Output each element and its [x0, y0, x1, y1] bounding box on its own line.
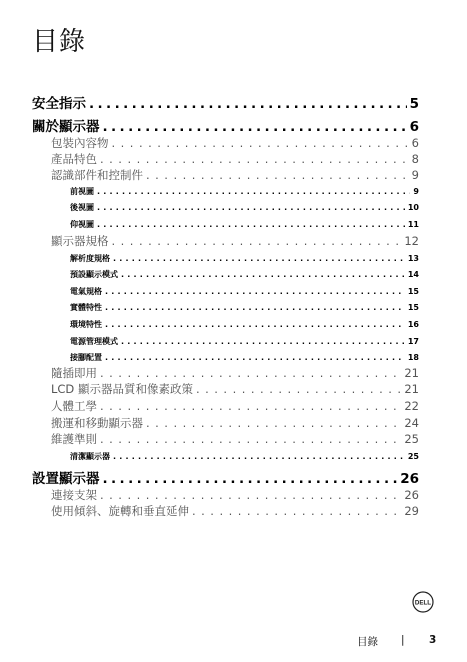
toc-entry-connecting-stand[interactable] [51, 487, 419, 503]
toc-entry-label: 接腳配置 [70, 353, 102, 362]
toc-entry-label: 連接支架 [51, 488, 97, 502]
toc-entry-page: 16 [407, 320, 419, 329]
toc-entry-resolution-specs[interactable] [70, 253, 419, 264]
leader-dots [121, 337, 405, 346]
leader-dots [113, 452, 405, 461]
toc-entry-handling-moving[interactable] [51, 415, 419, 431]
leader-dots [146, 416, 401, 430]
leader-dots [146, 168, 409, 182]
leader-dots [196, 382, 401, 396]
toc-entry-maintenance-guidelines[interactable] [51, 431, 419, 447]
toc-entry-label: 電源管理模式 [70, 337, 118, 346]
toc-entry-tilt-swivel-vertical[interactable] [51, 503, 419, 519]
toc-entry-label: 維護準則 [51, 432, 97, 446]
toc-entry-page: 21 [404, 366, 419, 380]
leader-dots [121, 270, 405, 279]
toc-entry-label: 顯示器規格 [51, 234, 109, 248]
leader-dots [97, 187, 410, 196]
leader-dots [97, 203, 405, 212]
toc-entry-lcd-quality-pixel-policy[interactable] [51, 381, 419, 397]
toc-entry-about-monitor[interactable] [32, 115, 419, 135]
toc-entry-page: 6 [409, 119, 419, 135]
leader-dots [103, 119, 407, 135]
toc-entry-page: 15 [407, 303, 419, 312]
leader-dots [192, 504, 401, 518]
toc-entry-monitor-specs[interactable] [51, 233, 419, 249]
toc-entry-physical-characteristics[interactable] [70, 302, 419, 313]
leader-dots [105, 303, 405, 312]
toc-entry-environmental-characteristics[interactable] [70, 319, 419, 330]
toc-entry-page: 21 [404, 382, 419, 396]
toc-entry-package-contents[interactable] [51, 135, 419, 151]
toc-entry-parts-controls[interactable] [51, 167, 419, 183]
toc-entry-label: 設置顯示器 [32, 471, 100, 487]
toc-entry-front-view[interactable] [70, 186, 419, 197]
toc-entry-page: 15 [407, 287, 419, 296]
leader-dots [105, 287, 405, 296]
leader-dots [105, 320, 405, 329]
toc-entry-page: 5 [409, 96, 419, 112]
toc-entry-page: 18 [407, 353, 419, 362]
toc-entry-label: 清潔顯示器 [70, 452, 110, 461]
toc-entry-label: 包裝內容物 [51, 136, 109, 150]
footer-label: 目錄 [357, 636, 378, 648]
toc-entry-page: 17 [407, 337, 419, 346]
toc-entry-label: 仰視圖 [70, 220, 94, 229]
toc-entry-label: 使用傾斜、旋轉和垂直延伸 [51, 504, 189, 518]
toc-entry-cleaning-monitor[interactable] [70, 451, 419, 462]
toc-entry-page: 13 [407, 254, 419, 263]
toc-entry-label: LCD 顯示器品質和像素政策 [51, 382, 193, 396]
toc-entry-page: 6 [411, 136, 419, 150]
leader-dots [105, 353, 405, 362]
leader-dots [100, 399, 401, 413]
toc-entry-label: 前視圖 [70, 187, 94, 196]
toc-entry-page: 26 [404, 488, 419, 502]
toc-entry-label: 搬運和移動顯示器 [51, 416, 143, 430]
toc-entry-label: 人體工學 [51, 399, 97, 413]
toc-entry-safety[interactable] [32, 92, 419, 112]
toc-entry-preset-display-modes[interactable] [70, 269, 419, 280]
toc-entry-page: 25 [407, 452, 419, 461]
footer-page-number: 3 [429, 634, 437, 646]
footer-separator: | [401, 634, 405, 646]
leader-dots [103, 471, 398, 487]
toc-entry-page: 9 [413, 187, 419, 196]
toc-entry-page: 22 [404, 399, 419, 413]
toc-entry-label: 後視圖 [70, 203, 94, 212]
toc-entry-setting-up-monitor[interactable] [32, 467, 419, 487]
toc-entry-label: 電氣規格 [70, 287, 102, 296]
toc-entry-label: 隨插即用 [51, 366, 97, 380]
toc-entry-label: 產品特色 [51, 152, 97, 166]
toc-entry-page: 9 [411, 168, 419, 182]
toc-entry-label: 環境特性 [70, 320, 102, 329]
toc-entry-page: 8 [411, 152, 419, 166]
leader-dots [112, 136, 409, 150]
leader-dots [112, 234, 402, 248]
toc-entry-plug-and-play[interactable] [51, 365, 419, 381]
toc-entry-page: 25 [404, 432, 419, 446]
toc-entry-bottom-view[interactable] [70, 219, 419, 230]
leader-dots [97, 220, 405, 229]
toc-entry-ergonomics[interactable] [51, 398, 419, 414]
toc-entry-pin-assignments[interactable] [70, 352, 419, 363]
leader-dots [100, 366, 401, 380]
toc-entry-page: 12 [404, 234, 419, 248]
page-title: 目錄 [32, 27, 87, 57]
toc-entry-electrical-specs[interactable] [70, 286, 419, 297]
dell-logo-icon [412, 591, 434, 613]
toc-entry-page: 29 [404, 504, 419, 518]
leader-dots [113, 254, 405, 263]
toc-entry-page: 11 [407, 220, 419, 229]
leader-dots [100, 152, 409, 166]
leader-dots [100, 432, 401, 446]
leader-dots [89, 96, 407, 112]
leader-dots [100, 488, 401, 502]
toc-entry-power-management-modes[interactable] [70, 336, 419, 347]
toc-entry-page: 10 [407, 203, 419, 212]
toc-entry-page: 14 [407, 270, 419, 279]
toc-entry-label: 認識部件和控制件 [51, 168, 143, 182]
toc-entry-label: 關於顯示器 [32, 119, 100, 135]
toc-entry-label: 安全指示 [32, 96, 86, 112]
toc-entry-label: 實體特性 [70, 303, 102, 312]
toc-entry-label: 解析度規格 [70, 254, 110, 263]
toc-entry-label: 預設顯示模式 [70, 270, 118, 279]
toc-entry-page: 24 [404, 416, 419, 430]
toc-entry-page: 26 [400, 471, 419, 487]
toc-entry-product-features[interactable] [51, 151, 419, 167]
toc-entry-back-view[interactable] [70, 202, 419, 213]
dell-logo-text: DELL [414, 599, 432, 607]
